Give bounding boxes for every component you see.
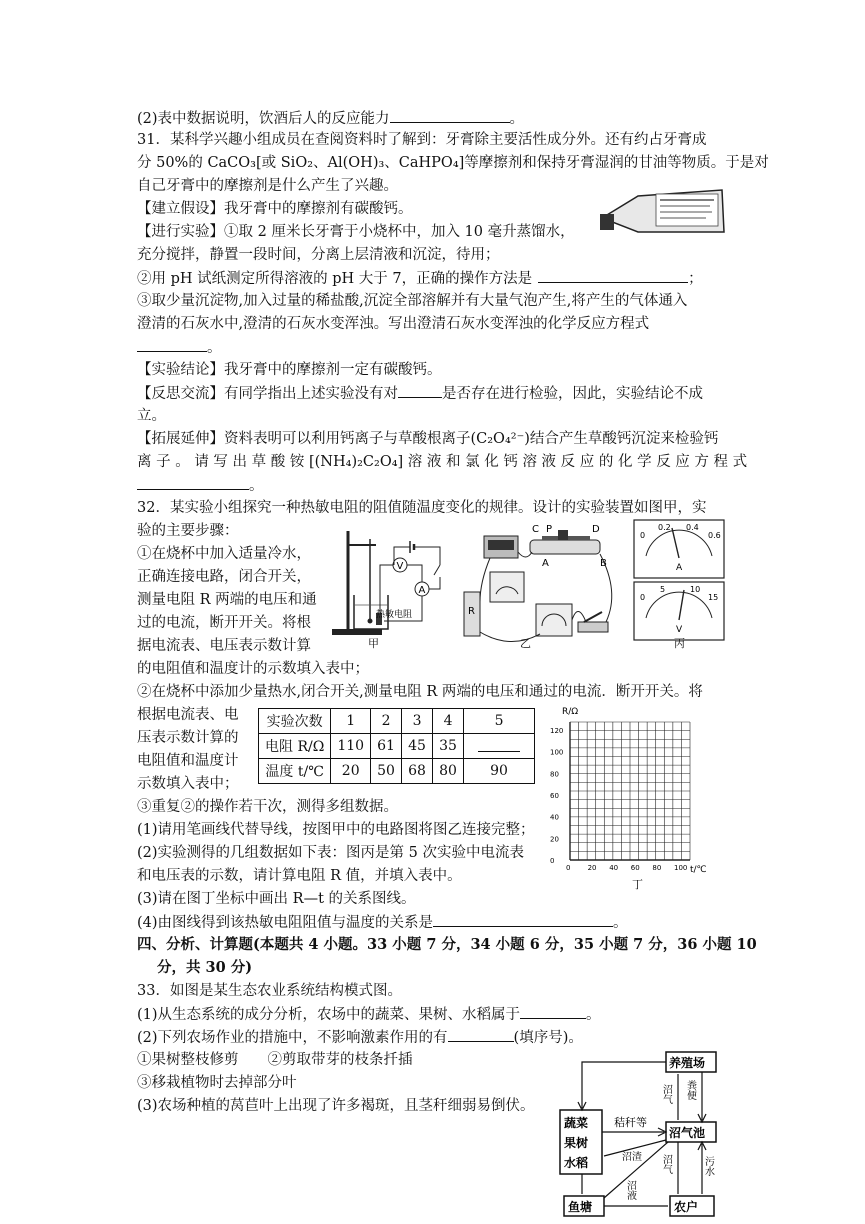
table-cell: 2 [371, 709, 402, 734]
y-tick: 60 [550, 792, 559, 800]
section-four-heading: 四、分析、计算题(本题共 4 小题。33 小题 7 分，34 小题 6 分，35 小题 7 分，36 小题 10 [137, 936, 757, 953]
y-tick: 0 [550, 857, 555, 865]
table-row [259, 759, 535, 784]
text-line: (1)请用笔画线代替导线，按图甲中的电路图将图乙连接完整； [137, 822, 535, 838]
text-line: 根据电流表、电 [137, 707, 239, 723]
table-answer-cell[interactable] [464, 734, 535, 759]
experiment-step1: 【进行实验】①取 2 厘米长牙膏于小烧杯中，加入 10 毫升蒸馏水， [137, 224, 575, 240]
text-line: (2)下列农场作业的措施中，不影响激素作用的有 (填序号)。 [137, 1027, 583, 1048]
text-line: 分 50%的 CaCO₃[或 SiO₂、Al(OH)₃、CaHPO₄]等摩擦剂和保持牙膏湿润的甘油等物质。于是对 [137, 155, 769, 171]
label-zhaoqi-bottom: 沼气 [660, 1154, 672, 1174]
table-cell: 68 [402, 759, 433, 784]
answer-blank[interactable] [137, 337, 207, 352]
text-line: 示数填入表中； [137, 776, 239, 792]
text-line: 测量电阻 R 两端的电压和通 [137, 592, 317, 608]
hypothesis: 【建立假设】我牙膏中的摩擦剂有碳酸钙。 [137, 201, 413, 217]
x-tick: 80 [652, 864, 662, 872]
q32-intro: 32．某实验小组探究一种热敏电阻的阻值随温度变化的规律。设计的实验装置如图甲，实 [137, 500, 707, 516]
y-tick: 20 [550, 835, 559, 844]
x-tick: 100 [674, 864, 688, 872]
label-jiegan: 秸秆等 [614, 1116, 647, 1129]
figure-yi-label: 乙 [520, 637, 531, 650]
text-line: (3)农场种植的莴苣叶上出现了许多褐斑，且茎秆细弱易倒伏。 [137, 1098, 535, 1114]
answer-blank[interactable] [390, 108, 510, 123]
meter-v-mark-0: 0 [640, 593, 646, 602]
eco-agriculture-diagram [556, 1050, 722, 1220]
meter-a-mark-1: 0.2 [658, 523, 671, 532]
graph-y-ticks [550, 727, 563, 865]
figure-jia-label: 甲 [368, 637, 379, 650]
terminal-p: P [546, 524, 553, 535]
terminal-a: A [542, 558, 549, 569]
answer-blank[interactable] [520, 1004, 586, 1019]
table-cell: 4 [433, 709, 464, 734]
figure-bing-meters [632, 518, 726, 648]
text-line: ②在烧杯中添加少量热水,闭合开关,测量电阻 R 两端的电压和通过的电流．断开开关。将 [137, 684, 703, 700]
figure-ding-label: 丁 [632, 878, 643, 890]
text-line: 据电流表、电压表示数计算 [137, 638, 311, 654]
text-line: (3)请在图丁坐标中画出 R—t 的关系图线。 [137, 891, 416, 907]
answer-blank[interactable] [538, 268, 688, 283]
meter-v-mark-1: 5 [660, 585, 666, 594]
graph-ding [548, 704, 718, 890]
reflection: 【反思交流】有同学指出上述实验没有对 是否存在进行检验，因此，实验结论不成 [137, 383, 703, 404]
table-cell: 110 [331, 734, 371, 759]
label-zhaoqi: 沼气池 [669, 1126, 706, 1140]
text-line: 过的电流，断开开关。将根 [137, 615, 311, 631]
section-four-heading-cont: 分，共 30 分) [157, 959, 253, 976]
text-line: 澄清的石灰水中,澄清的石灰水变浑浊。写出澄清石灰水变浑浊的化学反应方程式 [137, 316, 650, 332]
x-tick: 0 [566, 864, 571, 872]
table-cell: 50 [371, 759, 402, 784]
label-zhazha: 沼渣 [622, 1152, 642, 1163]
table-cell: 电阻 R/Ω [259, 734, 331, 759]
table-row [259, 709, 535, 734]
table-row [259, 734, 535, 759]
text-line: 正确连接电路，闭合开关， [137, 569, 311, 585]
table-cell: 20 [331, 759, 371, 784]
data-table [258, 708, 535, 784]
label-yangzhi: 养殖场 [669, 1056, 706, 1070]
table-cell: 45 [402, 734, 433, 759]
text-line: (2)实验测得的几组数据如下表：图丙是第 5 次实验中电流表 [137, 845, 524, 861]
graph-grid [570, 722, 690, 860]
text-line: 的电阻值和温度计的示数填入表中； [137, 661, 369, 677]
label-guoshu: 果树 [564, 1136, 589, 1150]
text-line: 充分搅拌，静置一段时间，分离上层清液和沉淀，待用； [137, 247, 500, 263]
q30-line2: (2)表中数据说明，饮酒后人的反应能力 。 [137, 108, 524, 129]
x-tick: 20 [587, 864, 597, 872]
text-line: 压表示数计算的 [137, 730, 239, 746]
q31-intro: 31．某科学兴趣小组成员在查阅资料时了解到：牙膏除主要活性成分外。还有约占牙膏成 [137, 132, 707, 148]
label-zhaoye: 沼液 [624, 1180, 636, 1200]
text-line: 离 子 。 请 写 出 草 酸 铵 [(NH₄)₂C₂O₄] 溶 液 和 氯 化 钙 溶 液 反 应 的 化 学 反 应 方 程 式 [137, 454, 748, 470]
text-line: 验的主要步骤： [137, 523, 239, 539]
meter-a-symbol: A [676, 563, 683, 573]
graph-x-ticks [566, 864, 687, 872]
extension: 【拓展延伸】资料表明可以利用钙离子与草酸根离子(C₂O₄²⁻)结合产生草酸钙沉淀来检验钙 [137, 431, 719, 447]
toothpaste-image [598, 188, 728, 236]
text-line: ③移栽植物时去掉部分叶 [137, 1075, 297, 1091]
q33-intro: 33．如图是某生态农业系统结构模式图。 [137, 983, 402, 999]
terminal-c: C [532, 524, 539, 535]
text-line: 立。 [137, 408, 166, 424]
figure-bing-label: 丙 [674, 637, 685, 650]
label-fenbian: 粪便 [684, 1080, 696, 1100]
label-shuidao: 水稻 [564, 1156, 589, 1170]
table-cell: 80 [433, 759, 464, 784]
table-cell: 1 [331, 709, 371, 734]
x-tick: 60 [630, 864, 640, 872]
label-wushui: 污水 [702, 1156, 714, 1176]
text-line: ①果树整枝修剪 ②剪取带芽的枝条扦插 [137, 1052, 413, 1068]
meter-v-mark-3: 15 [708, 593, 719, 602]
figure-yi-apparatus [460, 522, 622, 654]
y-tick: 100 [550, 748, 564, 757]
text-line: 电阻值和温度计 [137, 753, 239, 769]
label-nonghu: 农户 [674, 1200, 699, 1214]
table-cell: 温度 t/℃ [259, 759, 331, 784]
meter-a-mark-0: 0 [640, 531, 646, 540]
table-cell: 90 [464, 759, 535, 784]
answer-blank[interactable] [398, 383, 442, 398]
table-cell: 3 [402, 709, 433, 734]
voltmeter-symbol: V [396, 561, 404, 572]
answer-line: 。 [137, 475, 264, 496]
text-line: ①在烧杯中加入适量冷水， [137, 546, 311, 562]
terminal-d: D [592, 524, 600, 535]
graph-x-label: t/℃ [690, 865, 707, 875]
label-shucai: 蔬菜 [564, 1116, 589, 1130]
experiment-step2: ②用 pH 试纸测定所得溶液的 pH 大于 7，正确的操作方法是 ； [137, 268, 703, 289]
text-line: (4)由图线得到该热敏电阻阻值与温度的关系是 。 [137, 912, 628, 933]
label-yutang: 鱼塘 [568, 1200, 593, 1214]
resistor-label: R [468, 606, 475, 617]
conclusion: 【实验结论】我牙膏中的摩擦剂一定有碳酸钙。 [137, 362, 442, 378]
graph-y-label: R/Ω [562, 707, 579, 717]
terminal-b: B [600, 558, 607, 569]
answer-blank[interactable] [137, 475, 249, 490]
meter-v-mark-2: 10 [690, 585, 701, 594]
y-tick: 80 [550, 770, 559, 779]
text-line: ③重复②的操作若干次，测得多组数据。 [137, 799, 398, 815]
table-cell: 5 [464, 709, 535, 734]
text-line: (1)从生态系统的成分分析，农场中的蔬菜、果树、水稻属于 。 [137, 1004, 601, 1025]
label-zhaoqi-top: 沼气 [660, 1084, 672, 1104]
y-tick: 120 [550, 727, 564, 735]
table-cell: 35 [433, 734, 464, 759]
meter-a-mark-2: 0.4 [686, 523, 699, 532]
answer-line: 。 [137, 337, 222, 358]
table-cell: 61 [371, 734, 402, 759]
text-line: 自己牙膏中的摩擦剂是什么产生了兴趣。 [137, 178, 398, 194]
thermistor-label: 热敏电阻 [376, 610, 413, 620]
meter-v-symbol: V [676, 625, 683, 635]
text-line: 和电压表的示数，请计算电阻 R 值，并填入表中。 [137, 868, 462, 884]
answer-blank[interactable] [433, 912, 613, 927]
experiment-step3: ③取少量沉淀物,加入过量的稀盐酸,沉淀全部溶解并有大量气泡产生,将产生的气体通入 [137, 293, 688, 309]
ammeter-symbol: A [418, 585, 426, 596]
answer-blank[interactable] [448, 1027, 514, 1042]
figure-jia-circuit [330, 525, 450, 650]
meter-a-mark-3: 0.6 [708, 531, 721, 540]
table-cell: 实验次数 [259, 709, 331, 734]
x-tick: 40 [609, 864, 619, 872]
y-tick: 40 [550, 813, 559, 822]
